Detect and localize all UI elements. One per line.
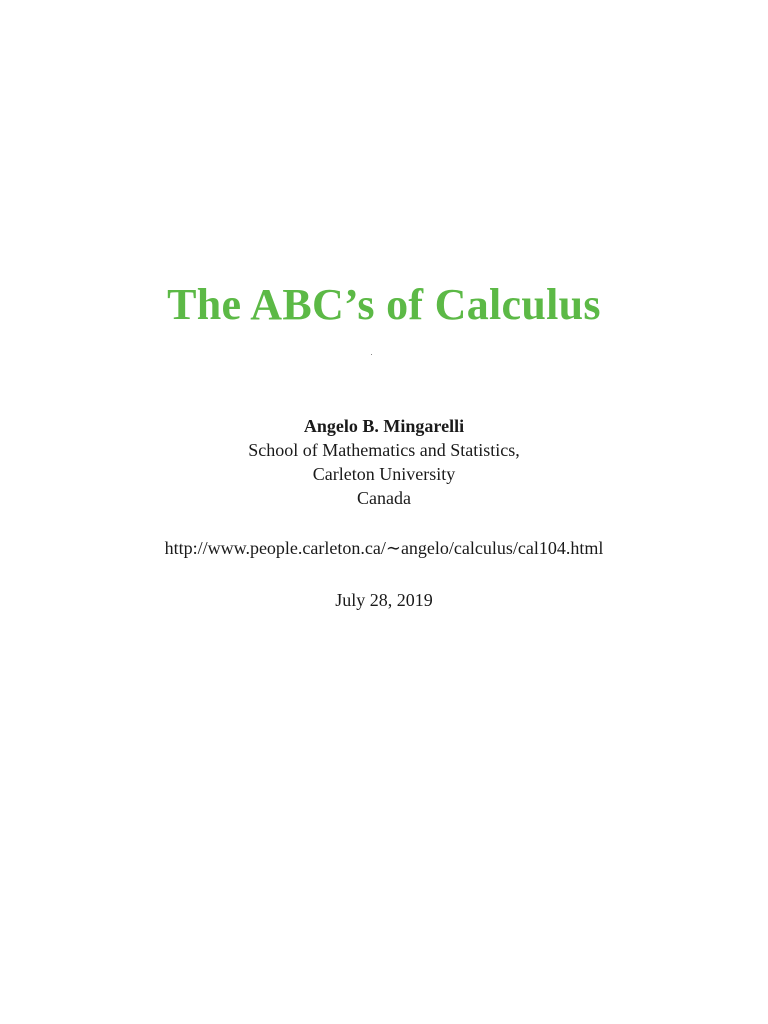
affiliation-country: Canada: [357, 488, 411, 508]
author-name: Angelo B. Mingarelli: [303, 416, 465, 436]
document-title: The ABC’s of Calculus: [167, 280, 601, 329]
decorative-dot: [371, 354, 372, 355]
author-block: [0, 414, 768, 510]
document-date: July 28, 2019: [335, 590, 433, 610]
affiliation-university: Carleton University: [312, 464, 456, 484]
course-url[interactable]: http://www.people.carleton.ca/∼angelo/calculus/cal104.html: [164, 538, 604, 558]
affiliation-school: School of Mathematics and Statistics,: [248, 440, 520, 460]
